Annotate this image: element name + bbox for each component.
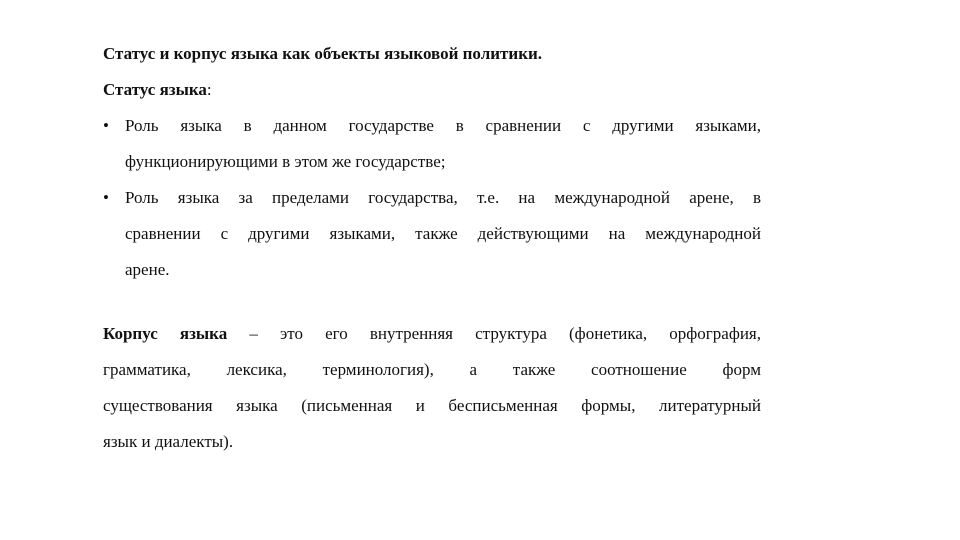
slide-content (103, 36, 761, 460)
status-heading (103, 72, 761, 108)
status-bullet-item-2 (103, 180, 761, 288)
bullet-2-line-2: сравнении с другими языками, также действующими на международной (125, 224, 761, 243)
bullet-2-line-1: Роль языка за пределами государства, т.е. на международной арене, в (125, 188, 761, 207)
corpus-line-1 (103, 316, 761, 352)
status-heading-suffix: : (206, 80, 212, 99)
bullet-dot-icon: • (103, 188, 109, 207)
bullet-2-line-3: арене. (125, 260, 170, 279)
corpus-line-2: грамматика, лексика, терминология), а также соотношение форм (103, 360, 761, 379)
corpus-line-1-text: – это его внутренняя структура (фонетика, орфография, (227, 324, 762, 343)
bullet-1-line-1: Роль языка в данном государстве в сравнении с другими языками, (125, 116, 761, 135)
corpus-line-4: язык и диалекты). (103, 432, 234, 451)
paragraph-gap (103, 288, 761, 316)
slide-title: Статус и корпус языка как объекты языковой политики. (103, 44, 543, 63)
status-bullet-item-1 (103, 108, 761, 180)
corpus-line-3: существования языка (письменная и бесписьменная формы, литературный (103, 396, 761, 415)
bullet-dot-icon: • (103, 116, 109, 135)
corpus-term: Корпус языка (103, 324, 228, 343)
bullet-1-line-2: функционирующими в этом же государстве; (125, 152, 446, 171)
status-heading-label: Статус языка (103, 80, 207, 99)
